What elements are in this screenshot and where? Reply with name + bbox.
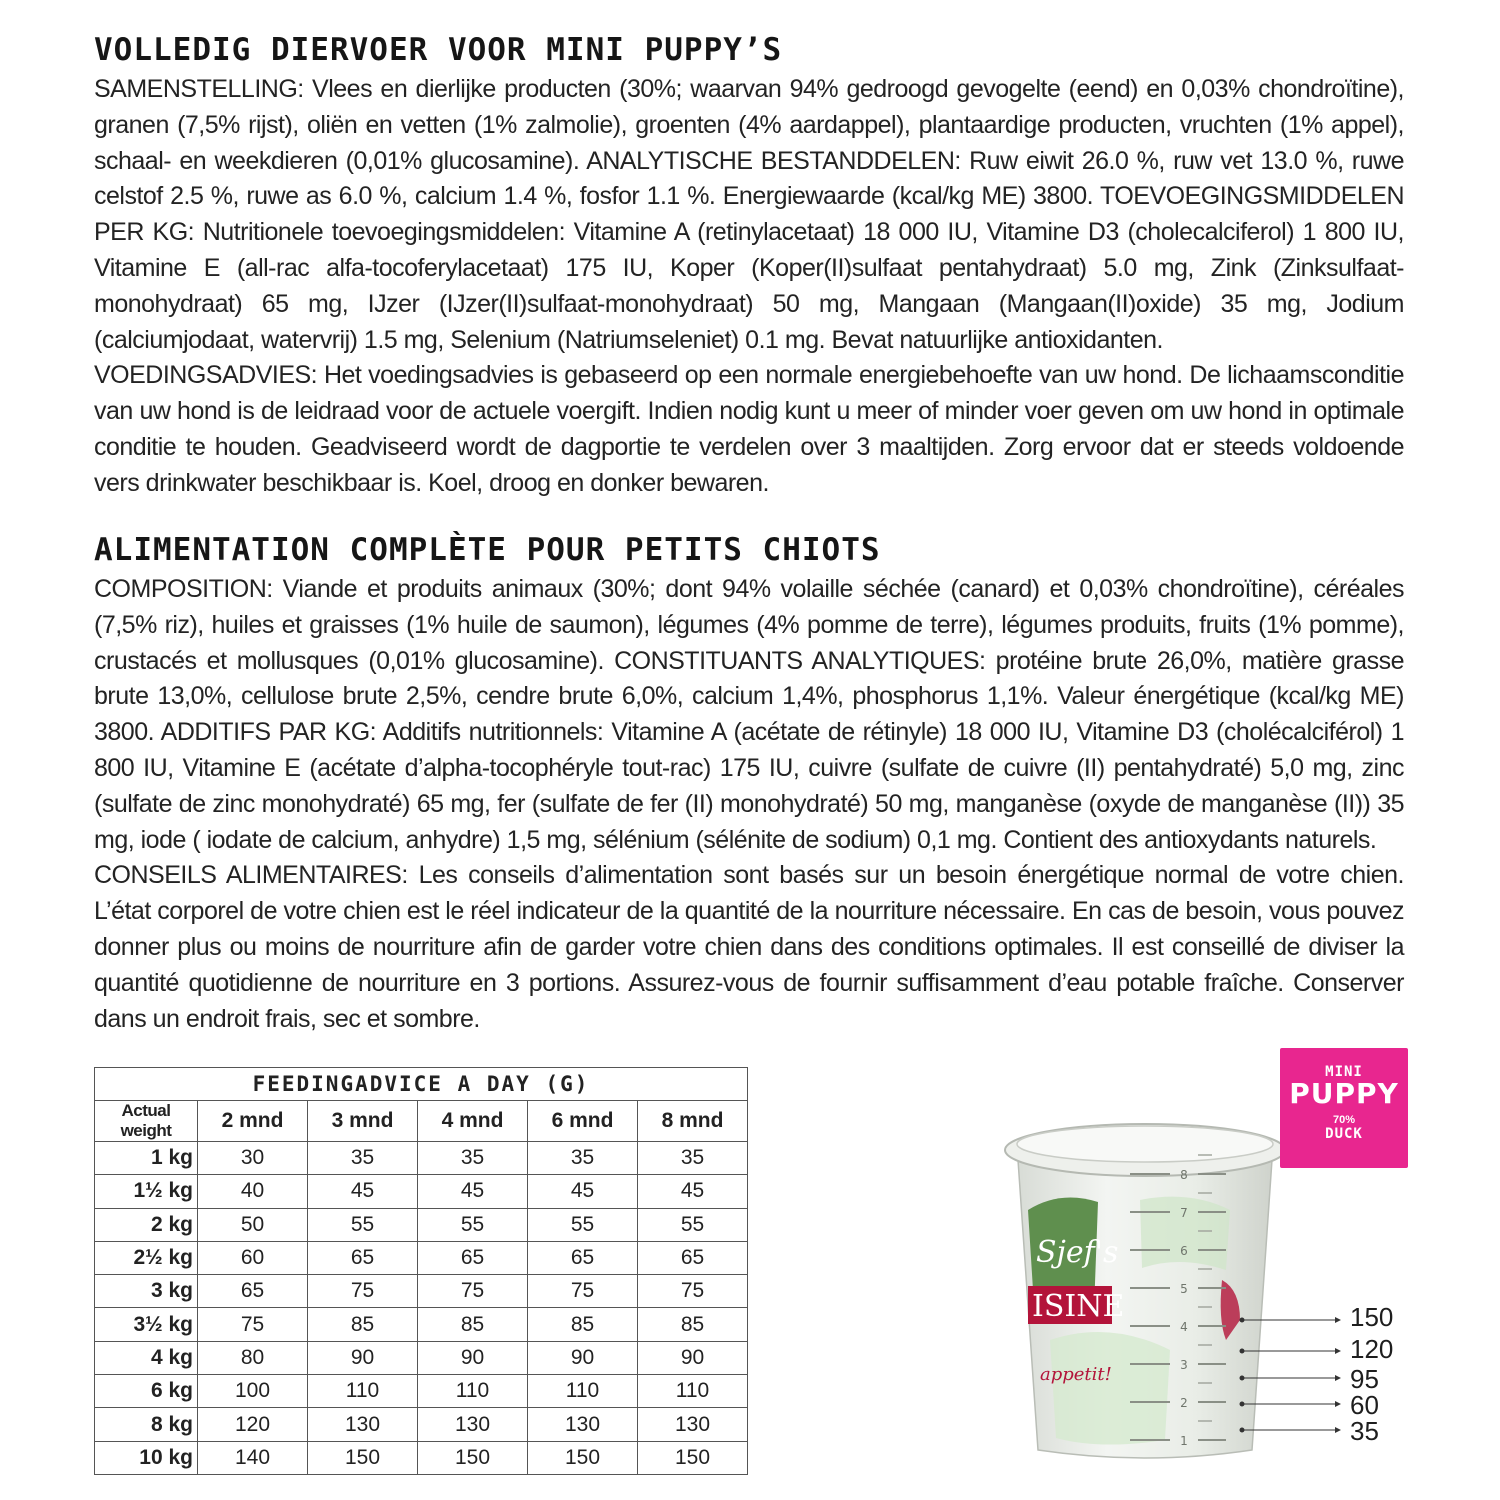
table-row: [95, 1208, 748, 1241]
marker-arrow-head: [1335, 1348, 1341, 1354]
column-header: 8 mnd: [638, 1101, 748, 1142]
amount-cell: 130: [418, 1408, 528, 1441]
scale-number: 2: [1180, 1396, 1188, 1410]
amount-cell: 110: [418, 1375, 528, 1408]
amount-cell: 75: [198, 1308, 308, 1341]
amount-cell: 140: [198, 1441, 308, 1474]
amount-cell: 65: [198, 1275, 308, 1308]
table-header-row: [95, 1101, 748, 1142]
column-header: 4 mnd: [418, 1101, 528, 1142]
weight-cell: 6 kg: [95, 1375, 198, 1408]
french-section: [94, 530, 1404, 1037]
amount-cell: 100: [198, 1375, 308, 1408]
amount-cell: 85: [528, 1308, 638, 1341]
brand-banner-text: ISINE: [1032, 1289, 1125, 1324]
column-header: 3 mnd: [308, 1101, 418, 1142]
column-header: 6 mnd: [528, 1101, 638, 1142]
table-row: [95, 1175, 748, 1208]
dutch-feeding-advice: VOEDINGSADVIES: Het voedingsadvies is gebaseerd op een normale energiebehoefte van uw hond. De lichaamsconditie van uw hond is de leidraad voor de actuele voergift. Indien nodig kunt u meer of minder voer geven om uw hond in optimale conditie te houden. Geadviseerd wordt de dagportie te verdelen over 3 maaltijden. Zorg ervoor dat er steeds voldoende vers drinkwater beschikbaar is. Koel, droog en donker bewaren.: [94, 361, 1404, 497]
amount-cell: 90: [418, 1341, 528, 1374]
badge-line-puppy: PUPPY: [1289, 1077, 1399, 1110]
amount-cell: 150: [528, 1441, 638, 1474]
amount-cell: 65: [308, 1241, 418, 1274]
amount-cell: 45: [528, 1175, 638, 1208]
feeding-table: [94, 1067, 748, 1475]
french-composition: COMPOSITION: Viande et produits animaux (30%; dont 94% volaille séchée (canard) et 0,03% chondroïtine), céréales (7,5% riz), huiles et graisses (1% huile de saumon), légumes (4% pomme de terre), légumes produits, fruits (1% pomme), crustacés et mollusques (0,01% glucosamine). CONSTITUANTS ANALYTIQUES: protéine brute 26,0%, matière grasse brute 13,0%, cellulose brute 2,5%, cendre brute 6,0%, calcium 1,4%, phosphorus 1,1%. Valeur énergétique (kcal/kg ME) 3800. ADDITIFS PAR KG: Additifs nutritionnels: Vitamine A (acétate de rétinyle) 18 000 IU, Vitamine D3 (cholécalciférol) 1 800 IU, Vitamine E (acétate d’alpha-tocophéryle tout-rac) 175 IU, cuivre (sulfate de cuivre (II) pentahydraté) 5,0 mg, zinc (sulfate de zinc monohydraté) 65 mg, fer (sulfate de fer (II) monohydraté) 50 mg, manganèse (oxyde de manganèse (II)) 35 mg, iode ( iodate de calcium, anhydre) 1,5 mg, sélénium (sélénite de sodium) 0,1 mg. Contient des antioxydants naturels.: [94, 575, 1404, 854]
mini-puppy-badge: [1280, 1048, 1408, 1168]
weight-cell: 1½ kg: [95, 1175, 198, 1208]
brand-tagline: appetit!: [1040, 1364, 1112, 1385]
scale-number: 6: [1180, 1244, 1188, 1258]
amount-cell: 55: [638, 1208, 748, 1241]
marker-arrow-head: [1335, 1375, 1341, 1381]
amount-cell: 45: [418, 1175, 528, 1208]
dutch-section: [94, 30, 1404, 502]
amount-cell: 85: [418, 1308, 528, 1341]
weight-cell: 4 kg: [95, 1341, 198, 1374]
amount-cell: 75: [638, 1275, 748, 1308]
amount-cell: 150: [638, 1441, 748, 1474]
measuring-cup-illustration: [990, 1040, 1410, 1480]
amount-cell: 150: [418, 1441, 528, 1474]
amount-cell: 65: [418, 1241, 528, 1274]
brand-script-text: Sjef's: [1036, 1235, 1119, 1270]
scale-number: 5: [1180, 1282, 1188, 1296]
french-feeding-advice: CONSEILS ALIMENTAIRES: Les conseils d’alimentation sont basés sur un besoin énergétique normal de votre chien. L’état corporel de votre chien est le réel indicateur de la quantité de la nourriture nécessaire. En cas de besoin, vous pouvez donner plus ou moins de nourriture afin de garder votre chien dans des conditions optimales. Il est conseillé de diviser la quantité quotidienne de nourriture en 3 portions. Assurez-vous de fournir suffisamment d’eau potable fraîche. Conserver dans un endroit frais, sec et sombre.: [94, 861, 1404, 1033]
marker-arrow-head: [1335, 1401, 1341, 1407]
weight-cell: 8 kg: [95, 1408, 198, 1441]
scale-number: 8: [1180, 1168, 1188, 1182]
amount-cell: 90: [638, 1341, 748, 1374]
amount-cell: 90: [528, 1341, 638, 1374]
table-row: [95, 1275, 748, 1308]
french-heading: ALIMENTATION COMPLÈTE POUR PETITS CHIOTS: [94, 532, 881, 568]
amount-cell: 40: [198, 1175, 308, 1208]
amount-cell: 75: [418, 1275, 528, 1308]
amount-cell: 130: [528, 1408, 638, 1441]
amount-cell: 75: [308, 1275, 418, 1308]
marker-arrow-head: [1335, 1317, 1341, 1323]
scale-number: 7: [1180, 1206, 1188, 1220]
badge-line-percent: 70%: [1332, 1114, 1356, 1126]
table-row: [95, 1375, 748, 1408]
amount-cell: 110: [528, 1375, 638, 1408]
amount-cell: 30: [198, 1142, 308, 1175]
amount-cell: 110: [308, 1375, 418, 1408]
amount-cell: 35: [418, 1142, 528, 1175]
amount-cell: 50: [198, 1208, 308, 1241]
amount-cell: 55: [308, 1208, 418, 1241]
amount-cell: 45: [308, 1175, 418, 1208]
table-row: [95, 1241, 748, 1274]
amount-cell: 65: [528, 1241, 638, 1274]
amount-cell: 35: [638, 1142, 748, 1175]
amount-cell: 60: [198, 1241, 308, 1274]
weight-cell: 1 kg: [95, 1142, 198, 1175]
marker-value: 95: [1350, 1364, 1379, 1394]
amount-cell: 35: [308, 1142, 418, 1175]
weight-cell: 2 kg: [95, 1208, 198, 1241]
table-row: [95, 1441, 748, 1474]
scale-number: 1: [1180, 1434, 1188, 1448]
amount-cell: 85: [308, 1308, 418, 1341]
table-row: [95, 1341, 748, 1374]
amount-cell: 55: [418, 1208, 528, 1241]
dutch-heading: VOLLEDIG DIERVOER VOOR MINI PUPPY’S: [94, 32, 783, 68]
weight-cell: 2½ kg: [95, 1241, 198, 1274]
scale-number: 4: [1180, 1320, 1188, 1334]
marker-value: 150: [1350, 1302, 1394, 1332]
badge-line-mini: MINI: [1325, 1064, 1363, 1080]
table-row: [95, 1308, 748, 1341]
amount-cell: 120: [198, 1408, 308, 1441]
amount-cell: 65: [638, 1241, 748, 1274]
marker-value: 35: [1350, 1416, 1379, 1446]
dutch-composition: SAMENSTELLING: Vlees en dierlijke producten (30%; waarvan 94% gedroogd gevogelte (eend) en 0,03% chondroïtine), granen (7,5% rijst), oliën en vetten (1% zalmolie), groenten (4% aardappel), plantaardige producten, vruchten (1% appel), schaal- en weekdieren (0,01% glucosamine). ANALYTISCHE BESTANDDELEN: Ruw eiwit 26.0 %, ruw vet 13.0 %, ruwe celstof 2.5 %, ruwe as 6.0 %, calcium 1.4 %, fosfor 1.1 %. Energiewaarde (kcal/kg ME) 3800. TOEVOEGINGSMIDDELEN PER KG: Nutritionele toevoegingsmiddelen: Vitamine A (retinylacetaat) 18 000 IU, Vitamine D3 (cholecalciferol) 1 800 IU, Vitamine E (all-rac alfa-tocoferylacetaat) 175 IU, Koper (Koper(II)sulfaat pentahydraat) 5.0 mg, Zink (Zinksulfaat-monohydraat) 65 mg, IJzer (IJzer(II)sulfaat-monohydraat) 50 mg, Mangaan (Mangaan(II)oxide) 35 mg, Jodium (calciumjodaat, watervrij) 1.5 mg, Selenium (Natriumseleniet) 0.1 mg. Bevat natuurlijke antioxidanten.: [94, 75, 1404, 354]
table-row: [95, 1408, 748, 1441]
amount-cell: 130: [308, 1408, 418, 1441]
marker-value: 60: [1350, 1390, 1379, 1420]
weight-cell: 3 kg: [95, 1275, 198, 1308]
amount-cell: 45: [638, 1175, 748, 1208]
amount-cell: 130: [638, 1408, 748, 1441]
marker-value: 120: [1350, 1334, 1394, 1364]
amount-cell: 150: [308, 1441, 418, 1474]
table-caption: FEEDINGADVICE A DAY (G): [95, 1068, 748, 1101]
amount-cell: 110: [638, 1375, 748, 1408]
amount-cell: 75: [528, 1275, 638, 1308]
amount-cell: 55: [528, 1208, 638, 1241]
weight-column-header: Actual weight: [95, 1101, 198, 1142]
marker-arrow-head: [1335, 1427, 1341, 1433]
weight-cell: 3½ kg: [95, 1308, 198, 1341]
table-row: [95, 1142, 748, 1175]
amount-cell: 35: [528, 1142, 638, 1175]
column-header: 2 mnd: [198, 1101, 308, 1142]
amount-cell: 90: [308, 1341, 418, 1374]
amount-cell: 80: [198, 1341, 308, 1374]
badge-line-duck: DUCK: [1325, 1126, 1363, 1142]
scale-number: 3: [1180, 1358, 1188, 1372]
amount-cell: 85: [638, 1308, 748, 1341]
weight-cell: 10 kg: [95, 1441, 198, 1474]
